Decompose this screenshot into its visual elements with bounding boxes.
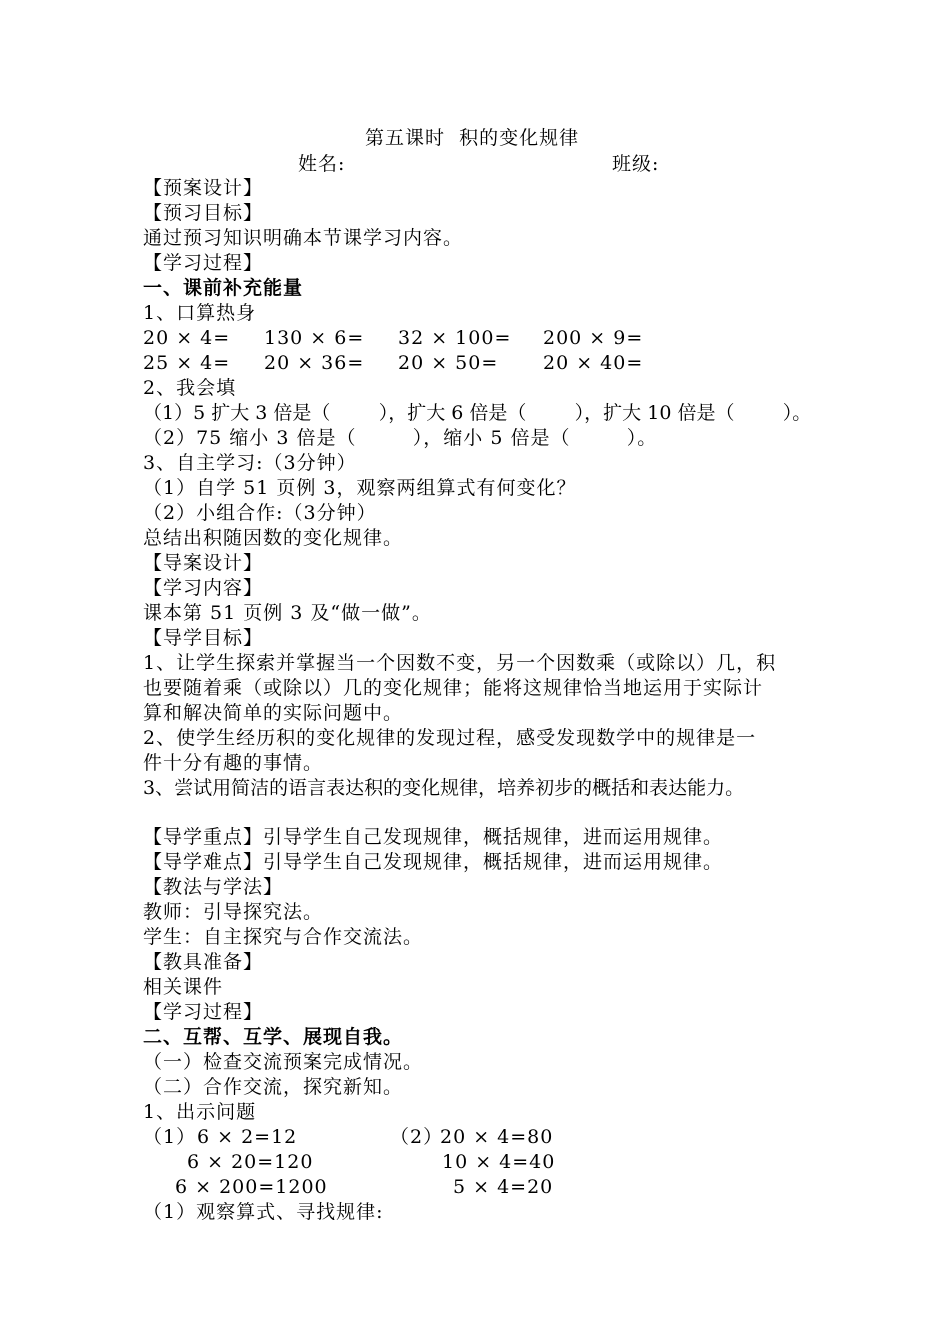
paragraph: 相关课件 — [143, 976, 224, 998]
math-item: 200 × 9= — [543, 327, 644, 349]
part-heading: 一、课前补充能量 — [143, 277, 304, 299]
class-label: 班级: — [612, 153, 660, 175]
math-item: 20 × 36= — [264, 352, 365, 374]
paragraph: 件十分有趣的事情。 — [143, 752, 324, 774]
section-heading: 【教具准备】 — [143, 951, 264, 973]
paragraph: （2）小组合作:（3分钟） — [143, 502, 377, 524]
section-heading: 【预习目标】 — [143, 202, 264, 224]
paragraph: 3、自主学习:（3分钟） — [143, 452, 357, 474]
paragraph: 也要随着乘（或除以）几的变化规律；能将这规律恰当地运用于实际计 — [143, 677, 764, 699]
problem-equation: 6 × 20=120 — [187, 1151, 314, 1173]
section-heading: 【导案设计】 — [143, 552, 264, 574]
math-item: 25 × 4= — [143, 352, 231, 374]
paragraph: 2、我会填 — [143, 377, 237, 399]
paragraph: 1、让学生探索并掌握当一个因数不变，另一个因数乘（或除以）几，积 — [143, 652, 777, 674]
math-item: 32 × 100= — [398, 327, 512, 349]
problem-equation: 6 × 2=12 — [197, 1126, 298, 1148]
paragraph: 通过预习知识明确本节课学习内容。 — [143, 227, 464, 249]
problem-label: （1） — [143, 1126, 197, 1148]
paragraph: （2）75 缩小 3 倍是（ ），缩小 5 倍是（ ）。 — [143, 427, 658, 449]
section-heading: 【导学目标】 — [143, 627, 264, 649]
section-heading: 【学习内容】 — [143, 577, 264, 599]
problem-equation: 5 × 4=20 — [453, 1176, 554, 1198]
paragraph: 课本第 51 页例 3 及“做一做”。 — [143, 602, 432, 624]
paragraph: （二）合作交流，探究新知。 — [143, 1076, 404, 1098]
math-item: 20 × 4= — [143, 327, 231, 349]
problem-equation: 20 × 4=80 — [440, 1126, 554, 1148]
paragraph: 2、使学生经历积的变化规律的发现过程，感受发现数学中的规律是一 — [143, 727, 757, 749]
paragraph: 学生：自主探究与合作交流法。 — [143, 926, 424, 948]
problem-equation: 10 × 4=40 — [442, 1151, 556, 1173]
paragraph: （一）检查交流预案完成情况。 — [143, 1051, 424, 1073]
paragraph: （1）5 扩大 3 倍是（ ），扩大 6 倍是（ ），扩大 10 倍是（ ）。 — [143, 402, 812, 424]
section-heading: 【教法与学法】 — [143, 876, 284, 898]
paragraph: 总结出积随因数的变化规律。 — [143, 527, 404, 549]
part-heading: 二、互帮、互学、展现自我。 — [143, 1026, 404, 1048]
math-item: 20 × 40= — [543, 352, 644, 374]
paragraph: （1）观察算式、寻找规律: — [143, 1201, 384, 1223]
section-heading: 【预案设计】 — [143, 177, 264, 199]
paragraph: 【导学难点】引导学生自己发现规律，概括规律，进而运用规律。 — [143, 851, 724, 873]
math-item: 20 × 50= — [398, 352, 499, 374]
name-label: 姓名: — [298, 153, 346, 175]
problem-equation: 6 × 200=1200 — [175, 1176, 328, 1198]
paragraph: 1、口算热身 — [143, 302, 257, 324]
paragraph: 【导学重点】引导学生自己发现规律，概括规律，进而运用规律。 — [143, 826, 724, 848]
section-heading: 【学习过程】 — [143, 252, 264, 274]
paragraph: 算和解决简单的实际问题中。 — [143, 702, 404, 724]
math-item: 130 × 6= — [264, 327, 365, 349]
problem-label: （2） — [390, 1126, 444, 1148]
paragraph: 3、尝试用简洁的语言表达积的变化规律，培养初步的概括和表达能力。 — [143, 777, 745, 799]
page-title: 第五课时 积的变化规律 — [365, 127, 580, 149]
section-heading: 【学习过程】 — [143, 1001, 264, 1023]
paragraph: 1、出示问题 — [143, 1101, 257, 1123]
paragraph: （1）自学 51 页例 3，观察两组算式有何变化？ — [143, 477, 577, 499]
paragraph: 教师：引导探究法。 — [143, 901, 324, 923]
